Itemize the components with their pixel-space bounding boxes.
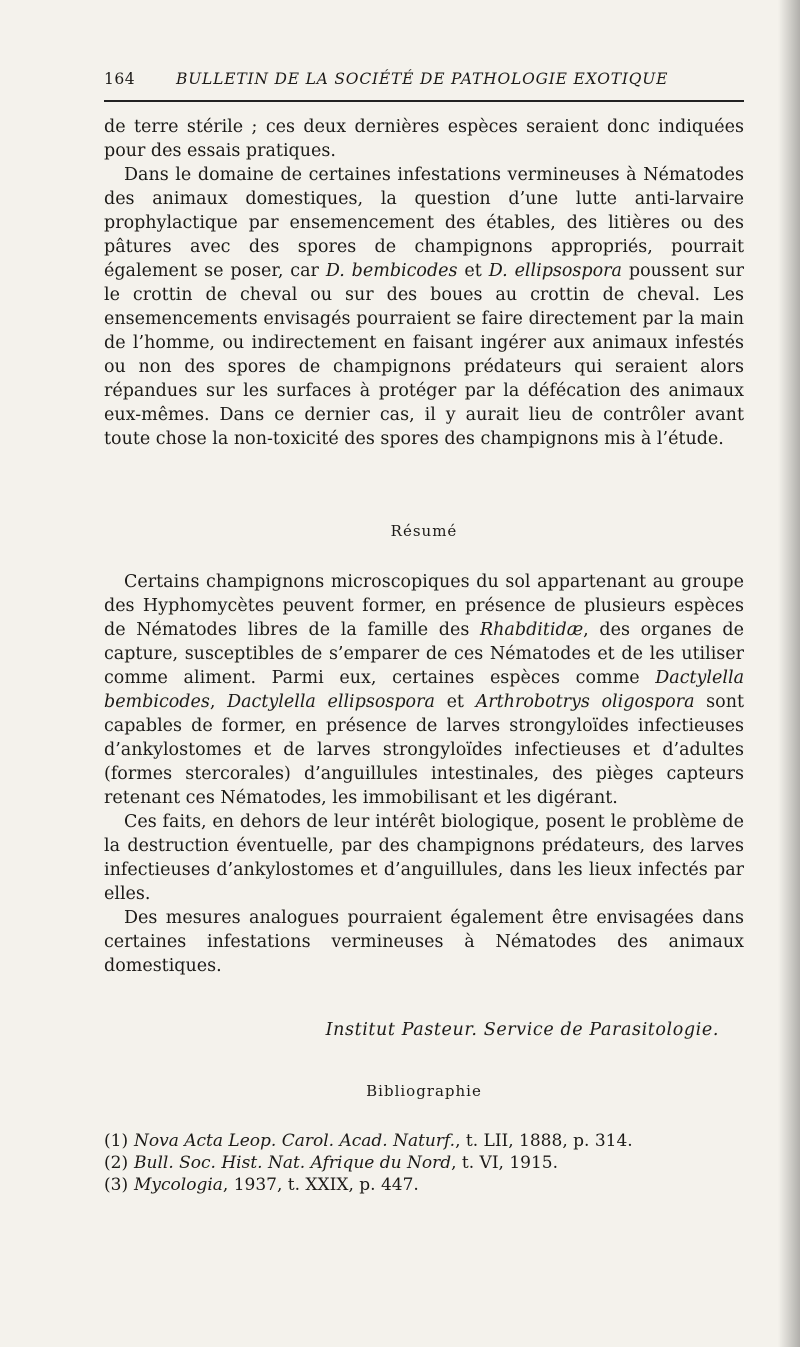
family-name: Rhabditidæ [479,620,584,640]
species-name: Dactylella ellipsospora [227,692,435,712]
resume-text [104,570,744,978]
resume-paragraph-1 [104,570,744,810]
reference-details: , t. LII, 1888, p. 314. [455,1131,633,1151]
intro-paragraph-2 [104,163,744,451]
species-name: Arthrobotrys oligospora [475,692,695,712]
institution-signature: Institut Pasteur. Service de Parasitologie. [325,1020,719,1040]
intro-text [104,115,744,451]
intro-paragraph-2-text-b: et [457,261,489,281]
resume-paragraph-1-text-e: sont capables de former, en présence de larves strongyloïdes infectieuses d’ankylostomes et de larves strongyloïdes infectieuses et d’adultes (formes stercorales) d’anguillules intestinales, des pièges capteurs retenant ces Nématodes, les immobilisant et les digérant. [104,692,745,808]
header-rule [104,100,744,102]
bibliography-item [104,1174,744,1196]
resume-paragraph-2: Ces faits, en dehors de leur intérêt biologique, posent le problème de la destruction éventuelle, par des champignons prédateurs, des larves infectieuses d’ankylostomes et d’anguillules, dans les lieux infectés par elles. [104,812,744,904]
resume-paragraph-1-text-c: , [209,692,228,712]
resume-paragraph-1-text-d: et [434,692,476,712]
species-name: D. bembicodes [325,261,458,281]
bibliography-item [104,1152,744,1174]
resume-paragraph-3: Des mesures analogues pourraient également être envisagées dans certaines infestations vermineuses à Nématodes des animaux domestiques. [104,908,744,976]
reference-title: Nova Acta Leop. Carol. Acad. Naturf. [134,1131,456,1151]
intro-paragraph-1: de terre stérile ; ces deux dernières espèces seraient donc indiquées pour des essais pratiques. [104,117,744,161]
reference-title: Bull. Soc. Hist. Nat. Afrique du Nord [134,1153,452,1173]
page-number: 164 [104,70,136,88]
bibliography-heading: Bibliographie [366,1082,482,1100]
intro-paragraph-2-text-a: Dans le domaine de certaines infestations vermineuses à Nématodes des animaux domestiques, la question d’une lutte anti-larvaire prophylactique par ensemencement des étables, des litières ou des pâtures avec des spores de champignons appropriés, pourrait également se poser, car [104,165,744,281]
page-edge-shadow [778,0,800,1347]
reference-number: (2) [104,1153,129,1173]
reference-number: (1) [104,1131,129,1151]
intro-paragraph-2-text-c: poussent sur le crottin de cheval ou sur des boues au crottin de cheval. Les ensemencements envisagés pourraient se faire directement par la main de l’homme, ou indirectement en faisant ingérer aux animaux infestés ou non des spores de champignons prédateurs qui seraient alors répandues sur les surfaces à protéger par la défécation des animaux eux-mêmes. Dans ce dernier cas, il y aurait lieu de contrôler avant toute chose la non-toxicité des spores des champignons mis à l’étude. [104,261,745,449]
resume-heading: Résumé [390,522,458,540]
reference-details: , t. VI, 1915. [451,1153,559,1173]
species-name: Dactylella bembicodes [104,668,744,712]
reference-title: Mycologia [134,1175,223,1195]
reference-number: (3) [104,1175,129,1195]
reference-details: , 1937, t. XXIX, p. 447. [222,1175,419,1195]
species-name: D. ellipsospora [488,261,622,281]
running-header [104,70,744,94]
bibliography-item [104,1130,744,1152]
resume-paragraph-1-text-a: Certains champignons microscopiques du sol appartenant au groupe des Hyphomycètes peuvent former, en présence de plusieurs espèces de Nématodes libres de la famille des [104,572,744,640]
resume-paragraph-1-text-b: , des organes de capture, susceptibles de s’emparer de ces Nématodes et de les utiliser comme aliment. Parmi eux, certaines espèces comme [104,620,744,688]
bibliography-list [104,1130,744,1196]
running-title: BULLETIN DE LA SOCIÉTÉ DE PATHOLOGIE EXOTIQUE [176,70,669,88]
